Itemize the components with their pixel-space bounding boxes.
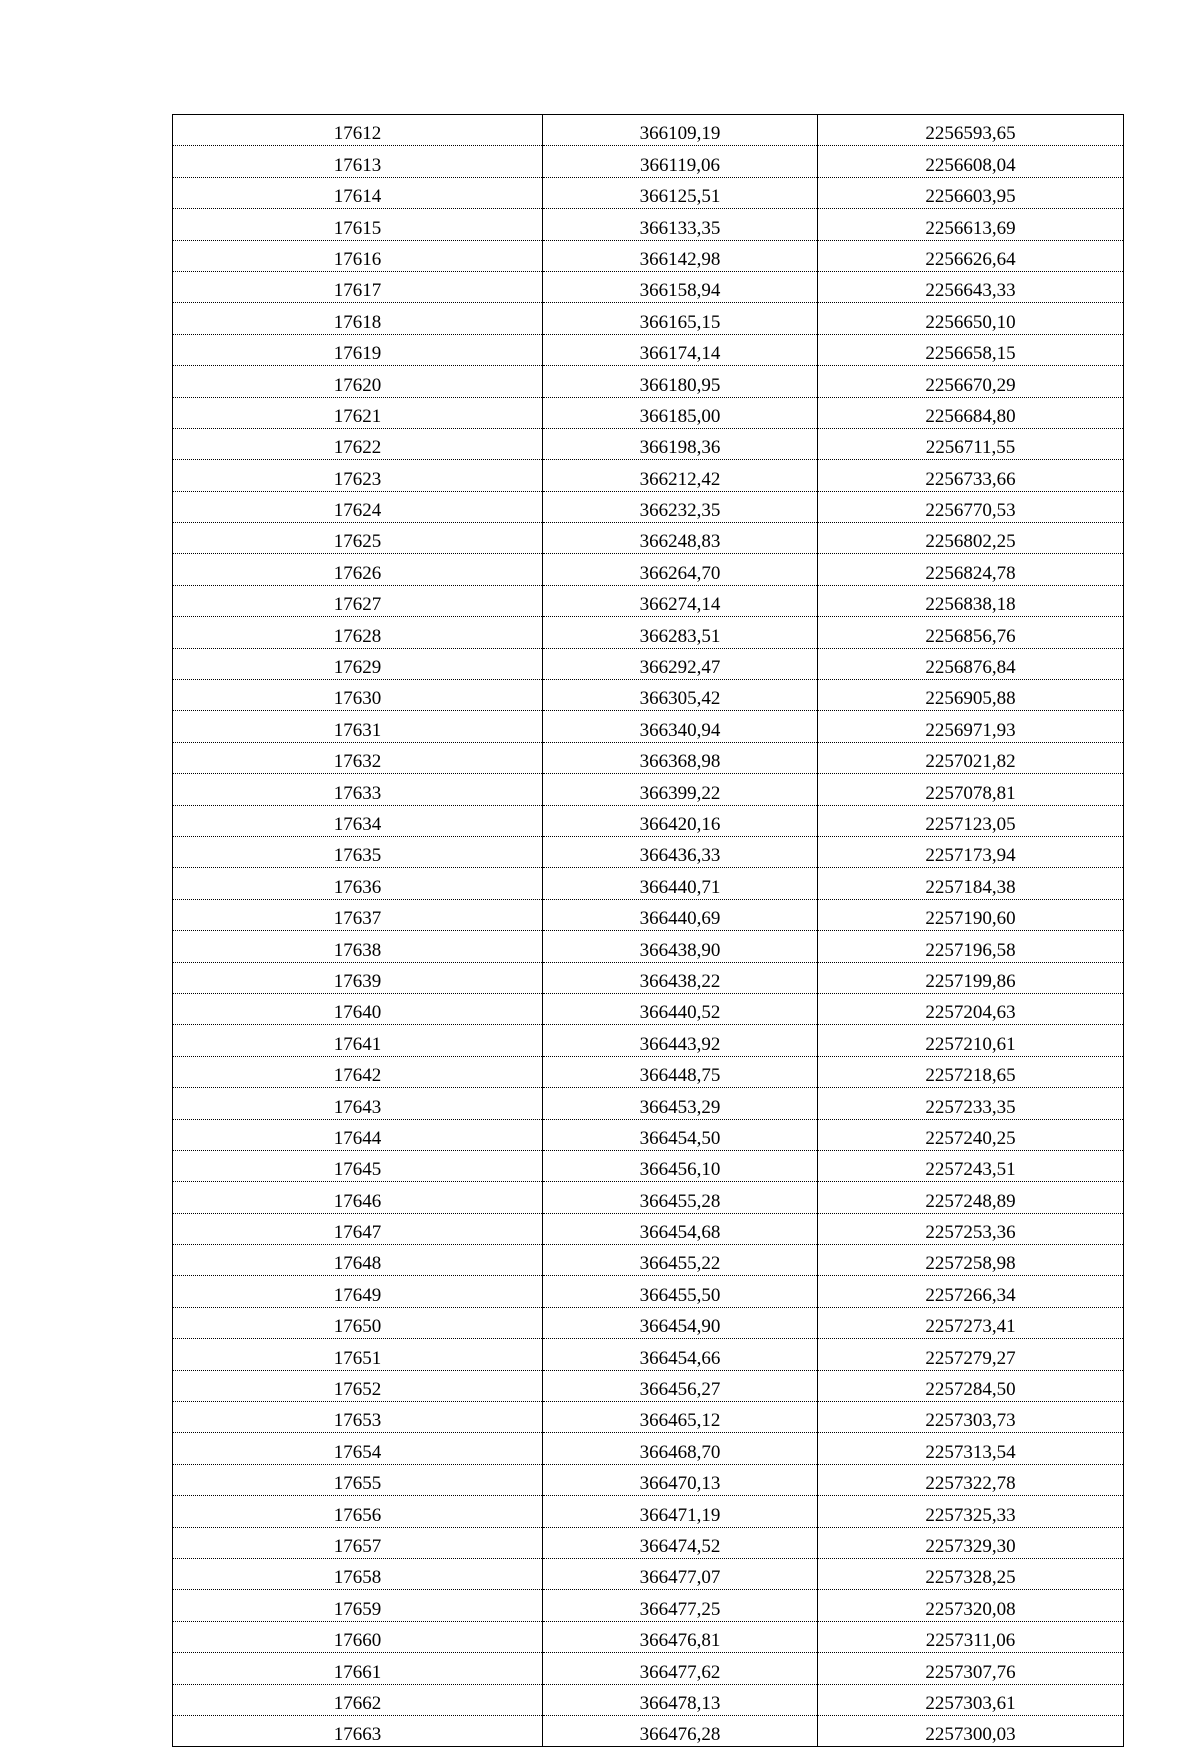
x-coordinate-cell: 366456,27 (543, 1370, 818, 1401)
x-coordinate-cell: 366476,81 (543, 1621, 818, 1652)
y-coordinate-cell: 2257258,98 (818, 1245, 1124, 1276)
y-coordinate-cell: 2256838,18 (818, 585, 1124, 616)
y-coordinate-cell: 2257218,65 (818, 1056, 1124, 1087)
point-number-cell: 17659 (173, 1590, 543, 1621)
table-row (173, 303, 1124, 334)
y-coordinate-cell: 2257196,58 (818, 931, 1124, 962)
y-coordinate-cell: 2256650,10 (818, 303, 1124, 334)
x-coordinate-cell: 366477,62 (543, 1653, 818, 1684)
y-coordinate-cell: 2256770,53 (818, 491, 1124, 522)
x-coordinate-cell: 366420,16 (543, 805, 818, 836)
x-coordinate-cell: 366440,52 (543, 993, 818, 1024)
point-number-cell: 17643 (173, 1088, 543, 1119)
x-coordinate-cell: 366292,47 (543, 648, 818, 679)
y-coordinate-cell: 2257240,25 (818, 1119, 1124, 1150)
point-number-cell: 17625 (173, 523, 543, 554)
table-row (173, 334, 1124, 365)
document-page (172, 114, 1123, 1747)
x-coordinate-cell: 366198,36 (543, 428, 818, 459)
table-row (173, 805, 1124, 836)
table-row (173, 1056, 1124, 1087)
x-coordinate-cell: 366283,51 (543, 617, 818, 648)
table-row (173, 1621, 1124, 1652)
table-row (173, 1276, 1124, 1307)
y-coordinate-cell: 2257123,05 (818, 805, 1124, 836)
point-number-cell: 17654 (173, 1433, 543, 1464)
y-coordinate-cell: 2257266,34 (818, 1276, 1124, 1307)
x-coordinate-cell: 366455,28 (543, 1182, 818, 1213)
point-number-cell: 17660 (173, 1621, 543, 1652)
point-number-cell: 17641 (173, 1025, 543, 1056)
y-coordinate-cell: 2256658,15 (818, 334, 1124, 365)
table-row (173, 868, 1124, 899)
table-row (173, 711, 1124, 742)
table-row (173, 1558, 1124, 1589)
x-coordinate-cell: 366470,13 (543, 1464, 818, 1495)
table-row (173, 993, 1124, 1024)
point-number-cell: 17638 (173, 931, 543, 962)
table-row (173, 397, 1124, 428)
x-coordinate-cell: 366455,50 (543, 1276, 818, 1307)
y-coordinate-cell: 2257279,27 (818, 1339, 1124, 1370)
coordinates-table (172, 114, 1124, 1747)
y-coordinate-cell: 2257199,86 (818, 962, 1124, 993)
point-number-cell: 17642 (173, 1056, 543, 1087)
y-coordinate-cell: 2256608,04 (818, 146, 1124, 177)
y-coordinate-cell: 2256733,66 (818, 460, 1124, 491)
table-row (173, 962, 1124, 993)
y-coordinate-cell: 2257300,03 (818, 1715, 1124, 1746)
x-coordinate-cell: 366474,52 (543, 1527, 818, 1558)
y-coordinate-cell: 2257284,50 (818, 1370, 1124, 1401)
x-coordinate-cell: 366455,22 (543, 1245, 818, 1276)
table-row (173, 1653, 1124, 1684)
y-coordinate-cell: 2257329,30 (818, 1527, 1124, 1558)
y-coordinate-cell: 2257303,61 (818, 1684, 1124, 1715)
point-number-cell: 17644 (173, 1119, 543, 1150)
x-coordinate-cell: 366399,22 (543, 774, 818, 805)
y-coordinate-cell: 2257320,08 (818, 1590, 1124, 1621)
point-number-cell: 17633 (173, 774, 543, 805)
point-number-cell: 17618 (173, 303, 543, 334)
y-coordinate-cell: 2257204,63 (818, 993, 1124, 1024)
table-row (173, 1715, 1124, 1746)
point-number-cell: 17615 (173, 209, 543, 240)
point-number-cell: 17630 (173, 680, 543, 711)
table-row (173, 1433, 1124, 1464)
x-coordinate-cell: 366456,10 (543, 1150, 818, 1181)
point-number-cell: 17647 (173, 1213, 543, 1244)
point-number-cell: 17661 (173, 1653, 543, 1684)
x-coordinate-cell: 366305,42 (543, 680, 818, 711)
point-number-cell: 17663 (173, 1715, 543, 1746)
table-row (173, 742, 1124, 773)
table-row (173, 209, 1124, 240)
x-coordinate-cell: 366142,98 (543, 240, 818, 271)
y-coordinate-cell: 2256626,64 (818, 240, 1124, 271)
y-coordinate-cell: 2257173,94 (818, 836, 1124, 867)
y-coordinate-cell: 2257322,78 (818, 1464, 1124, 1495)
table-row (173, 1370, 1124, 1401)
point-number-cell: 17652 (173, 1370, 543, 1401)
table-row (173, 1213, 1124, 1244)
y-coordinate-cell: 2257190,60 (818, 899, 1124, 930)
point-number-cell: 17619 (173, 334, 543, 365)
x-coordinate-cell: 366340,94 (543, 711, 818, 742)
point-number-cell: 17623 (173, 460, 543, 491)
y-coordinate-cell: 2257253,36 (818, 1213, 1124, 1244)
table-row (173, 428, 1124, 459)
point-number-cell: 17621 (173, 397, 543, 428)
x-coordinate-cell: 366212,42 (543, 460, 818, 491)
y-coordinate-cell: 2256603,95 (818, 177, 1124, 208)
point-number-cell: 17614 (173, 177, 543, 208)
x-coordinate-cell: 366438,22 (543, 962, 818, 993)
y-coordinate-cell: 2256876,84 (818, 648, 1124, 679)
x-coordinate-cell: 366440,71 (543, 868, 818, 899)
point-number-cell: 17648 (173, 1245, 543, 1276)
y-coordinate-cell: 2257313,54 (818, 1433, 1124, 1464)
point-number-cell: 17645 (173, 1150, 543, 1181)
y-coordinate-cell: 2257184,38 (818, 868, 1124, 899)
table-row (173, 1590, 1124, 1621)
table-row (173, 1245, 1124, 1276)
y-coordinate-cell: 2257311,06 (818, 1621, 1124, 1652)
x-coordinate-cell: 366471,19 (543, 1496, 818, 1527)
point-number-cell: 17635 (173, 836, 543, 867)
point-number-cell: 17657 (173, 1527, 543, 1558)
table-row (173, 1464, 1124, 1495)
x-coordinate-cell: 366476,28 (543, 1715, 818, 1746)
x-coordinate-cell: 366185,00 (543, 397, 818, 428)
table-row (173, 617, 1124, 648)
y-coordinate-cell: 2257303,73 (818, 1402, 1124, 1433)
table-row (173, 1088, 1124, 1119)
y-coordinate-cell: 2256711,55 (818, 428, 1124, 459)
table-row (173, 1339, 1124, 1370)
point-number-cell: 17627 (173, 585, 543, 616)
point-number-cell: 17628 (173, 617, 543, 648)
point-number-cell: 17646 (173, 1182, 543, 1213)
point-number-cell: 17640 (173, 993, 543, 1024)
y-coordinate-cell: 2256643,33 (818, 271, 1124, 302)
table-row (173, 931, 1124, 962)
y-coordinate-cell: 2256684,80 (818, 397, 1124, 428)
point-number-cell: 17662 (173, 1684, 543, 1715)
point-number-cell: 17613 (173, 146, 543, 177)
point-number-cell: 17658 (173, 1558, 543, 1589)
table-row (173, 1402, 1124, 1433)
x-coordinate-cell: 366158,94 (543, 271, 818, 302)
y-coordinate-cell: 2256905,88 (818, 680, 1124, 711)
x-coordinate-cell: 366119,06 (543, 146, 818, 177)
x-coordinate-cell: 366274,14 (543, 585, 818, 616)
y-coordinate-cell: 2256824,78 (818, 554, 1124, 585)
point-number-cell: 17639 (173, 962, 543, 993)
y-coordinate-cell: 2257307,76 (818, 1653, 1124, 1684)
point-number-cell: 17634 (173, 805, 543, 836)
x-coordinate-cell: 366232,35 (543, 491, 818, 522)
point-number-cell: 17632 (173, 742, 543, 773)
table-row (173, 899, 1124, 930)
point-number-cell: 17624 (173, 491, 543, 522)
y-coordinate-cell: 2257233,35 (818, 1088, 1124, 1119)
table-row (173, 1307, 1124, 1338)
point-number-cell: 17612 (173, 115, 543, 146)
x-coordinate-cell: 366440,69 (543, 899, 818, 930)
point-number-cell: 17629 (173, 648, 543, 679)
y-coordinate-cell: 2256856,76 (818, 617, 1124, 648)
table-row (173, 491, 1124, 522)
y-coordinate-cell: 2256593,65 (818, 115, 1124, 146)
x-coordinate-cell: 366109,19 (543, 115, 818, 146)
y-coordinate-cell: 2256613,69 (818, 209, 1124, 240)
table-row (173, 774, 1124, 805)
y-coordinate-cell: 2257243,51 (818, 1150, 1124, 1181)
table-row (173, 1150, 1124, 1181)
y-coordinate-cell: 2257078,81 (818, 774, 1124, 805)
point-number-cell: 17631 (173, 711, 543, 742)
y-coordinate-cell: 2257021,82 (818, 742, 1124, 773)
point-number-cell: 17650 (173, 1307, 543, 1338)
point-number-cell: 17622 (173, 428, 543, 459)
x-coordinate-cell: 366125,51 (543, 177, 818, 208)
table-row (173, 366, 1124, 397)
table-row (173, 240, 1124, 271)
table-row (173, 1119, 1124, 1150)
point-number-cell: 17651 (173, 1339, 543, 1370)
x-coordinate-cell: 366438,90 (543, 931, 818, 962)
table-row (173, 585, 1124, 616)
table-row (173, 1684, 1124, 1715)
x-coordinate-cell: 366448,75 (543, 1056, 818, 1087)
y-coordinate-cell: 2257248,89 (818, 1182, 1124, 1213)
point-number-cell: 17637 (173, 899, 543, 930)
point-number-cell: 17656 (173, 1496, 543, 1527)
x-coordinate-cell: 366477,07 (543, 1558, 818, 1589)
y-coordinate-cell: 2257273,41 (818, 1307, 1124, 1338)
point-number-cell: 17616 (173, 240, 543, 271)
table-row (173, 146, 1124, 177)
x-coordinate-cell: 366454,50 (543, 1119, 818, 1150)
x-coordinate-cell: 366368,98 (543, 742, 818, 773)
x-coordinate-cell: 366436,33 (543, 836, 818, 867)
coordinates-table-body (173, 115, 1124, 1747)
y-coordinate-cell: 2257328,25 (818, 1558, 1124, 1589)
x-coordinate-cell: 366165,15 (543, 303, 818, 334)
table-row (173, 1496, 1124, 1527)
point-number-cell: 17649 (173, 1276, 543, 1307)
table-row (173, 1025, 1124, 1056)
table-row (173, 460, 1124, 491)
point-number-cell: 17620 (173, 366, 543, 397)
x-coordinate-cell: 366478,13 (543, 1684, 818, 1715)
y-coordinate-cell: 2257325,33 (818, 1496, 1124, 1527)
x-coordinate-cell: 366454,66 (543, 1339, 818, 1370)
y-coordinate-cell: 2256802,25 (818, 523, 1124, 554)
point-number-cell: 17636 (173, 868, 543, 899)
point-number-cell: 17617 (173, 271, 543, 302)
x-coordinate-cell: 366248,83 (543, 523, 818, 554)
table-row (173, 523, 1124, 554)
y-coordinate-cell: 2256971,93 (818, 711, 1124, 742)
table-row (173, 1527, 1124, 1558)
point-number-cell: 17653 (173, 1402, 543, 1433)
x-coordinate-cell: 366133,35 (543, 209, 818, 240)
x-coordinate-cell: 366465,12 (543, 1402, 818, 1433)
table-row (173, 648, 1124, 679)
table-row (173, 680, 1124, 711)
table-row (173, 177, 1124, 208)
table-row (173, 1182, 1124, 1213)
x-coordinate-cell: 366180,95 (543, 366, 818, 397)
table-row (173, 115, 1124, 146)
table-row (173, 271, 1124, 302)
table-row (173, 554, 1124, 585)
x-coordinate-cell: 366468,70 (543, 1433, 818, 1464)
point-number-cell: 17655 (173, 1464, 543, 1495)
y-coordinate-cell: 2256670,29 (818, 366, 1124, 397)
point-number-cell: 17626 (173, 554, 543, 585)
x-coordinate-cell: 366453,29 (543, 1088, 818, 1119)
x-coordinate-cell: 366454,90 (543, 1307, 818, 1338)
x-coordinate-cell: 366454,68 (543, 1213, 818, 1244)
x-coordinate-cell: 366443,92 (543, 1025, 818, 1056)
x-coordinate-cell: 366174,14 (543, 334, 818, 365)
x-coordinate-cell: 366264,70 (543, 554, 818, 585)
table-row (173, 836, 1124, 867)
y-coordinate-cell: 2257210,61 (818, 1025, 1124, 1056)
x-coordinate-cell: 366477,25 (543, 1590, 818, 1621)
